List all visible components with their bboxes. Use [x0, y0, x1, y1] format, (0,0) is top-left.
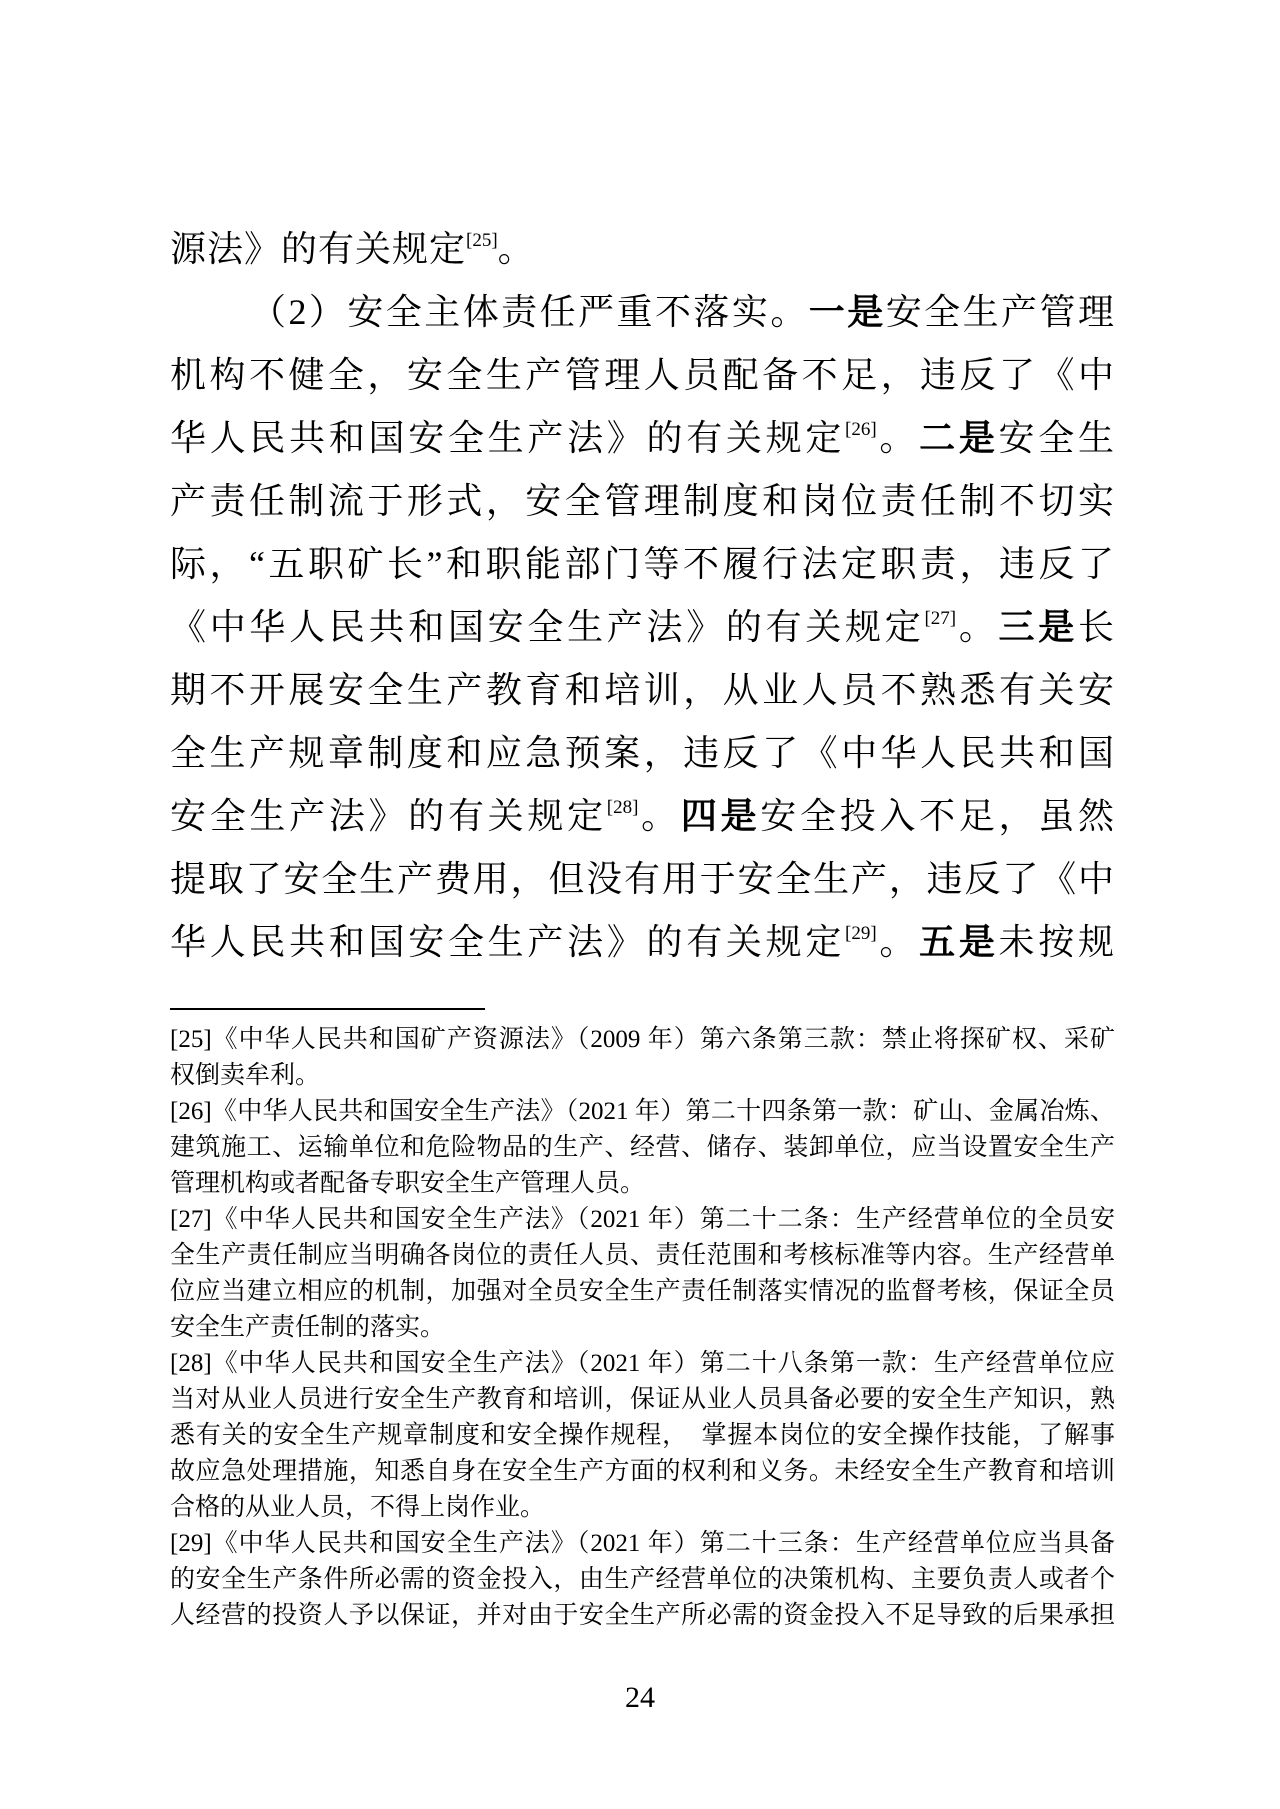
body-text-segment: 安全生产管理: [885, 292, 1115, 332]
footnote-item: [170, 1202, 1115, 1346]
body-text-segment: 安全生: [998, 418, 1115, 458]
body-text-segment: 一是: [808, 292, 886, 332]
body-text-segment: 二是: [919, 418, 999, 458]
body-line: [170, 785, 1115, 848]
footnote-line: [29]《中华人民共和国安全生产法》（2021 年）第二十三条：生产经营单位应当具备: [170, 1530, 1115, 1557]
footnote-line: 位应当建立相应的机制，加强对全员安全生产责任制落实情况的监督考核，保证全员: [170, 1278, 1115, 1305]
body-line: [170, 470, 1115, 533]
body-line: [170, 911, 1115, 974]
footnote-line: 权倒卖牟利。: [170, 1062, 321, 1089]
body-text-segment: 际，“五职矿长”和职能部门等不履行法定职责，违反了: [170, 544, 1115, 584]
body-line: [170, 344, 1115, 407]
body-line: [170, 848, 1115, 911]
body-text-segment: 提取了安全生产费用，但没有用于安全生产，违反了《中: [170, 859, 1115, 899]
footnote-line: 全生产责任制应当明确各岗位的责任人员、责任范围和考核标准等内容。生产经营单: [170, 1242, 1115, 1269]
body-text-segment: 五是: [919, 922, 999, 962]
body-line: [170, 659, 1115, 722]
body-text-segment: 安全生产法》的有关规定: [170, 796, 607, 836]
footnote-line: 合格的从业人员，不得上岗作业。: [170, 1494, 546, 1521]
body-text-segment: 期不开展安全生产教育和培训，从业人员不熟悉有关安: [170, 670, 1115, 710]
body-line: [170, 596, 1115, 659]
footnotes: [170, 1022, 1115, 1634]
body-line: [170, 281, 1115, 344]
body-text-segment: 源法》的有关规定: [170, 229, 467, 269]
footnote-line: 建筑施工、运输单位和危险物品的生产、经营、储存、装卸单位，应当设置安全生产: [170, 1134, 1115, 1161]
footnote-line: [28]《中华人民共和国安全生产法》（2021 年）第二十八条第一款：生产经营单位应: [170, 1350, 1115, 1377]
body-text-segment: 。: [876, 418, 920, 458]
footnote-ref: [29]: [845, 923, 877, 944]
body-text-segment: 华人民共和国安全生产法》的有关规定: [170, 418, 846, 458]
footnote-item: [170, 1346, 1115, 1526]
footnote-ref: [25]: [466, 230, 498, 251]
body-line: [170, 533, 1115, 596]
footnote-separator: [170, 1008, 485, 1010]
body-text-segment: 。: [497, 229, 535, 269]
footnote-line: [27]《中华人民共和国安全生产法》（2021 年）第二十二条：生产经营单位的全员安: [170, 1206, 1115, 1233]
footnote-ref: [28]: [606, 797, 639, 818]
body-text-segment: 。: [638, 796, 681, 836]
footnote-item: [170, 1526, 1115, 1634]
body-text-segment: 全生产规章制度和应急预案，违反了《中华人民共和国: [170, 733, 1115, 773]
footnote-line: 故应急处理措施，知悉自身在安全生产方面的权利和义务。未经安全生产教育和培训: [170, 1458, 1115, 1485]
body-text-segment: 长: [1077, 607, 1115, 647]
footnote-line: 的安全生产条件所必需的资金投入，由生产经营单位的决策机构、主要负责人或者个: [170, 1566, 1115, 1593]
body-text-segment: 华人民共和国安全生产法》的有关规定: [170, 922, 846, 962]
footnote-line: 当对从业人员进行安全生产教育和培训，保证从业人员具备必要的安全生产知识，熟: [170, 1386, 1115, 1413]
body-text: [170, 218, 1115, 974]
footnote-line: [25]《中华人民共和国矿产资源法》（2009 年）第六条第三款：禁止将探矿权、采矿: [170, 1026, 1115, 1053]
body-text-segment: 。: [876, 922, 920, 962]
body-text-segment: 《中华人民共和国安全生产法》的有关规定: [170, 607, 925, 647]
footnote-item: [170, 1094, 1115, 1202]
footnote-line: 安全生产责任制的落实。: [170, 1314, 446, 1341]
body-text-segment: 三是: [998, 607, 1078, 647]
body-line: [170, 722, 1115, 785]
body-text-segment: 安全投入不足，虽然: [760, 796, 1115, 836]
footnote-line: [26]《中华人民共和国安全生产法》（2021 年）第二十四条第一款：矿山、金属冶炼、: [170, 1098, 1115, 1125]
body-line: [170, 407, 1115, 470]
body-text-segment: 四是: [680, 796, 761, 836]
body-line: [170, 218, 1115, 281]
footnote-line: 人经营的投资人予以保证，并对由于安全生产所必需的资金投入不足导致的后果承担: [170, 1602, 1115, 1629]
footnote-ref: [27]: [924, 608, 957, 629]
footnote-line: 悉有关的安全生产规章制度和安全操作规程， 掌握本岗位的安全操作技能，了解事: [170, 1422, 1115, 1449]
footnote-item: [170, 1022, 1115, 1094]
body-text-segment: 机构不健全，安全生产管理人员配备不足，违反了《中: [170, 355, 1115, 395]
body-text-segment: 产责任制流于形式，安全管理制度和岗位责任制不切实: [170, 481, 1115, 521]
footnote-ref: [26]: [845, 419, 877, 440]
footnote-line: 管理机构或者配备专职安全生产管理人员。: [170, 1170, 646, 1197]
body-text-segment: 。: [956, 607, 999, 647]
body-text-segment: （2）安全主体责任严重不落实。: [250, 292, 809, 332]
body-text-segment: 未按规: [998, 922, 1115, 962]
page-number: 24: [625, 1681, 655, 1714]
